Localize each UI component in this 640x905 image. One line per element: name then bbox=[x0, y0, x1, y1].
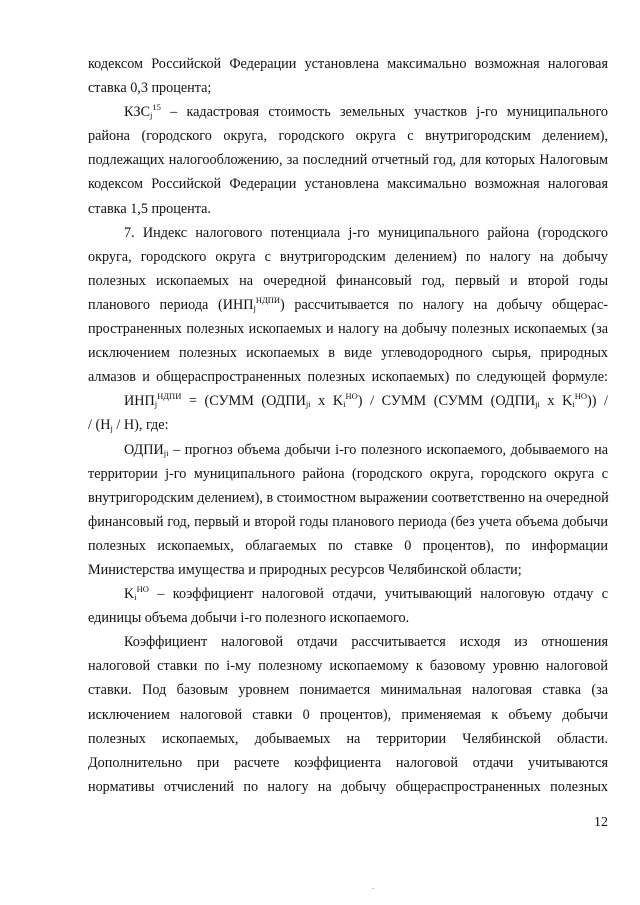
text-line: кодексом Российской Федерации установлена максимально возможная налоговая bbox=[88, 56, 608, 72]
text-line: округа, городского округа с внутригородским делением) по налогу на добычу bbox=[88, 248, 608, 265]
text-line: пространенных полезных ископаемых и налогу на добычу полезных ископаемых (за bbox=[88, 321, 608, 338]
text-line: внутригородским делением), в стоимостном выражении соответственно на очередной bbox=[88, 489, 609, 506]
text-line: планового периода $(ИНП_j^{НДПИ})$ рассчитывается по налогу на добычу общерас- bbox=[88, 294, 608, 313]
text-line: ставки. Под базовым уровнем понимается минимальная налоговая ставка (за bbox=[88, 682, 608, 699]
text-line: полезных ископаемых, облагаемых по ставке 0 процентов), по информации bbox=[88, 537, 608, 554]
text-line: Министерства имущества и природных ресурсов Челябинской области; bbox=[88, 561, 522, 578]
text-line: ставка 0,3 процента; bbox=[88, 80, 212, 97]
text-line: / $(H_j / H)$, где: bbox=[88, 417, 169, 434]
text-line: $ИНП_j^{НДПИ}$ = (СУММ ($ОДПИ_{ji}$ x $K_i^{НО}$) / СУММ (СУММ ($ОДПИ_{ji}$ x $K_i^{НО}$)) / bbox=[124, 391, 608, 410]
page-number: 12 bbox=[594, 815, 608, 830]
text-line: налоговой ставки по i-му полезному ископаемому к базовому уровню налоговой bbox=[88, 658, 608, 675]
text-line: ставка 1,5 процента. bbox=[88, 200, 211, 217]
text-line: полезных ископаемых, добываемых на территории Челябинской области. bbox=[88, 730, 608, 747]
text-line: подлежащих налогообложению, за последний отчетный год, для которых Налоговым bbox=[88, 152, 608, 169]
text-line: $ОДПИ_{ji}$ – прогноз объема добычи i-го полезного ископаемого, добываемого на bbox=[124, 441, 608, 458]
text-line: 7. Индекс налогового потенциала j-го муниципального района (городского bbox=[124, 224, 608, 241]
text-line: территории j-го муниципального района (городского округа, городского округа с bbox=[88, 465, 608, 482]
text-line: $K_i^{НО}$ – коэффициент налоговой отдачи, учитывающий налоговую отдачу с bbox=[124, 584, 608, 603]
scan-speck: . bbox=[372, 882, 374, 891]
text-line: Дополнительно при расчете коэффициента налоговой отдачи учитываются bbox=[88, 754, 608, 771]
text-line: полезных ископаемых на очередной финансовый год, первый и второй годы bbox=[88, 272, 608, 289]
text-line: $КЗС_j^{15}$ – кадастровая стоимость земельных участков j-го муниципального bbox=[124, 102, 608, 121]
text-line: финансовый год, первый и второй годы планового периода (без учета объема добычи bbox=[88, 513, 608, 530]
text-line: единицы объема добычи i-го полезного ископаемого. bbox=[88, 610, 410, 627]
text-line: исключением налоговой ставки 0 процентов), применяемая к объему добычи bbox=[88, 706, 608, 723]
body-text bbox=[88, 52, 608, 799]
text-line: кодексом Российской Федерации установлена максимально возможная налоговая bbox=[88, 176, 608, 193]
text-line: алмазов и общераспространенных полезных ископаемых) по следующей формуле: bbox=[88, 369, 608, 386]
text-line: исключением полезных ископаемых в виде углеводородного сырья, природных bbox=[88, 345, 608, 362]
text-line: района (городского округа, городского округа с внутригородским делением), bbox=[88, 128, 608, 145]
text-line: нормативы отчислений по налогу на добычу общераспространенных полезных bbox=[88, 778, 608, 795]
text-line: Коэффициент налоговой отдачи рассчитывается исходя из отношения bbox=[124, 634, 608, 651]
